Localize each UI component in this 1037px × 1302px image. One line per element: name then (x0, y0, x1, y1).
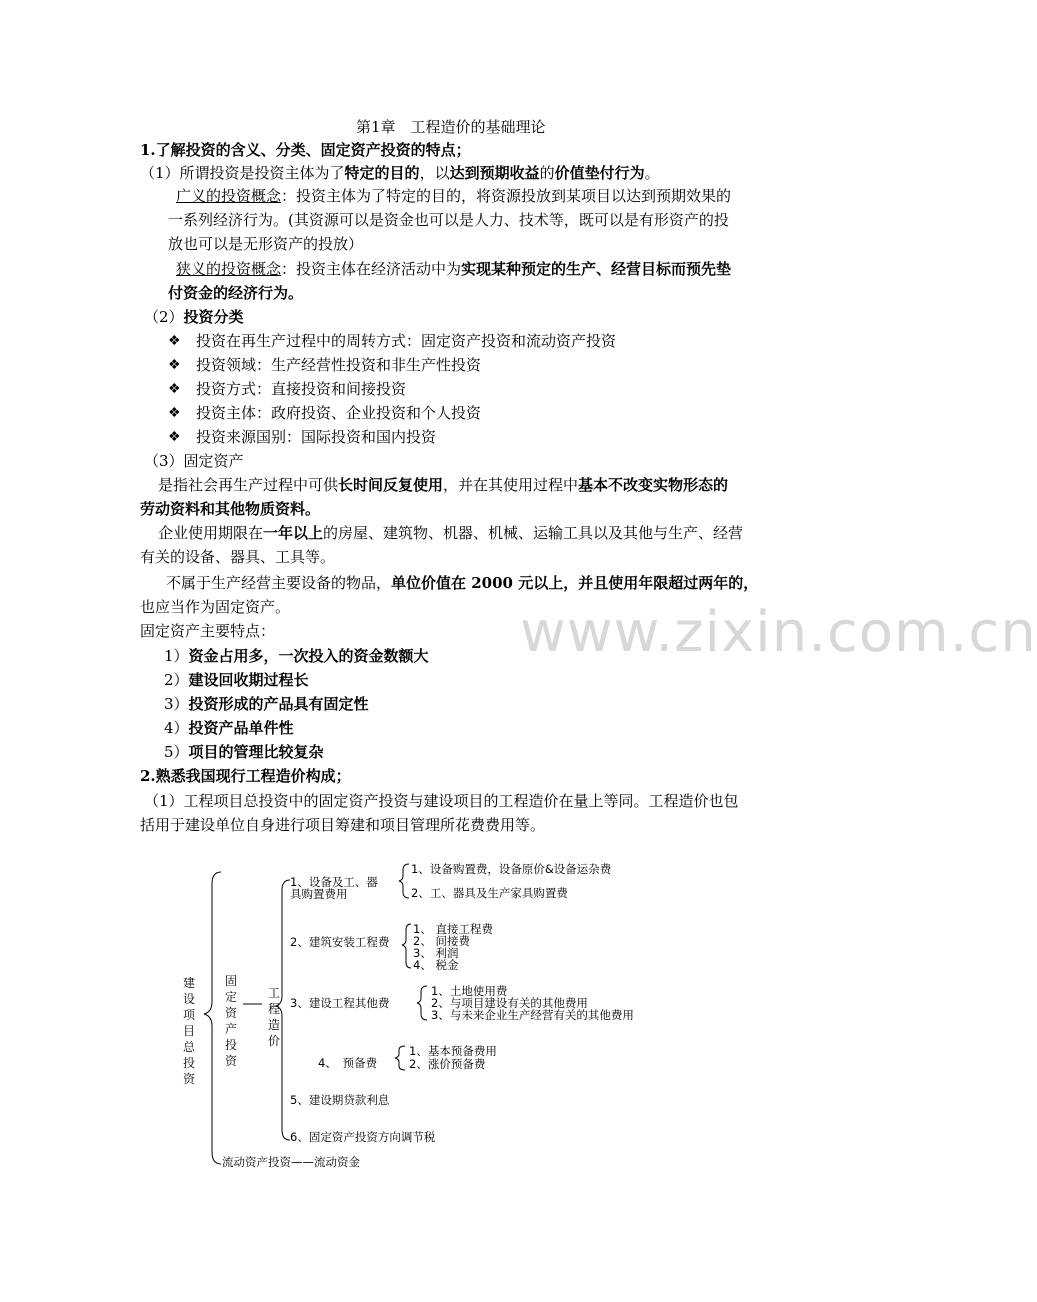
engineering-cost: 工程造价 (267, 986, 280, 1048)
item-3-label: 3、建设工程其他费 (290, 996, 390, 1010)
classification-item: 投资方式：直接投资和间接投资 (196, 380, 407, 398)
bullet-icon: ❖ (168, 357, 181, 373)
fixed-assets-scope-line-1: 企业使用期限在一年以上的房屋、建筑物、机器、机械、运输工具以及其他与生产、经营 (158, 524, 744, 542)
item-2-label: 2、建筑安装工程费 (290, 935, 390, 949)
item-2-sub: 1、 直接工程费 (413, 922, 493, 936)
fixed-assets-heading: （3）固定资产 (144, 452, 244, 470)
item-1-label-a: 1、设备及工、器 (290, 875, 378, 889)
item-2-sub: 3、 利润 (413, 946, 459, 960)
narrow-concept-line-1: 狭义的投资概念：投资主体在经济活动中为实现某种预定的生产、经营目标而预先垫 (176, 260, 732, 278)
broad-concept-line-1: 广义的投资概念：投资主体为了特定的目的，将资源投放到某项目以达到预期效果的 (176, 187, 732, 205)
fixed-assets-value-line-2: 也应当作为固定资产。 (140, 598, 291, 616)
bullet-icon: ❖ (168, 429, 181, 445)
item-6-label: 6、固定资产投资方向调节税 (290, 1130, 436, 1144)
fixed-assets-def-line-2: 劳动资料和其他物质资料。 (140, 500, 321, 518)
feature-item: 3）投资形成的产品具有固定性 (164, 695, 369, 713)
item-2-sub: 2、 间接费 (413, 934, 470, 948)
item-3-sub: 3、与未来企业生产经营有关的其他费用 (431, 1008, 634, 1022)
fixed-assets-scope-line-2: 有关的设备、器具、工具等。 (140, 548, 336, 566)
narrow-concept-line-2: 付资金的经济行为。 (168, 284, 304, 302)
item-4-label: 4、 预备费 (318, 1056, 378, 1070)
bullet-icon: ❖ (168, 381, 181, 397)
watermark: www.zixin.com.cn (520, 600, 1037, 665)
bullet-icon: ❖ (168, 405, 181, 421)
features-heading: 固定资产主要特点： (140, 622, 276, 640)
item-1-sub: 2、工、器具及生产家具购置费 (411, 886, 568, 900)
invest-definition: （1）所谓投资是投资主体为了特定的目的，以达到预期收益的价值垫付行为。 (140, 164, 660, 182)
feature-item: 5）项目的管理比较复杂 (164, 743, 324, 761)
classification-heading: （2）投资分类 (144, 308, 244, 326)
broad-concept-line-3: 放也可以是无形资产的投放） (168, 235, 364, 253)
feature-item: 2）建设回收期过程长 (164, 671, 309, 689)
classification-item: 投资来源国别：国际投资和国内投资 (196, 428, 437, 446)
fixed-asset-investment: 固定资产投资 (224, 974, 237, 1068)
item-5-label: 5、建设期贷款利息 (290, 1093, 390, 1107)
current-asset-investment: 流动资产投资——流动资金 (222, 1155, 360, 1169)
classification-item: 投资领域：生产经营性投资和非生产性投资 (196, 356, 482, 374)
item-2-sub: 4、 税金 (413, 958, 459, 972)
classification-item: 投资在再生产过程中的周转方式：固定资产投资和流动资产投资 (196, 332, 617, 350)
item-3-sub: 2、与项目建设有关的其他费用 (431, 996, 588, 1010)
item-4-sub: 2、涨价预备费 (409, 1057, 486, 1071)
classification-item: 投资主体：政府投资、企业投资和个人投资 (196, 404, 482, 422)
cost-composition-line-1: （1）工程项目总投资中的固定资产投资与建设项目的工程造价在量上等同。工程造价也包 (144, 792, 739, 810)
root-total-investment: 建设项目总投资 (182, 976, 195, 1086)
item-4-sub: 1、基本预备费用 (409, 1044, 497, 1058)
item-1-label-b: 具购置费用 (290, 887, 348, 901)
fixed-assets-def-line-1: 是指社会再生产过程中可供长时间反复使用，并在其使用过程中基本不改变实物形态的 (158, 476, 729, 494)
bullet-icon: ❖ (168, 333, 181, 349)
section-1-heading: 1.了解投资的含义、分类、固定资产投资的特点； (140, 141, 471, 159)
item-1-sub: 1、设备购置费，设备原价&设备运杂费 (411, 862, 612, 876)
broad-concept-line-2: 一系列经济行为。(其资源可以是资金也可以是人力、技术等，既可以是有形资产的投 (168, 211, 729, 229)
cost-composition-line-2: 括用于建设单位自身进行项目筹建和项目管理所花费费用等。 (140, 816, 546, 834)
feature-item: 1）资金占用多，一次投入的资金数额大 (164, 647, 429, 665)
fixed-assets-value-line-1: 不属于生产经营主要设备的物品，单位价值在 2000 元以上，并且使用年限超过两年的， (166, 574, 759, 592)
section-2-heading: 2.熟悉我国现行工程造价构成； (140, 767, 351, 785)
item-3-sub: 1、土地使用费 (431, 984, 508, 998)
feature-item: 4）投资产品单件性 (164, 719, 294, 737)
chapter-title: 第1章 工程造价的基础理论 (356, 118, 546, 136)
